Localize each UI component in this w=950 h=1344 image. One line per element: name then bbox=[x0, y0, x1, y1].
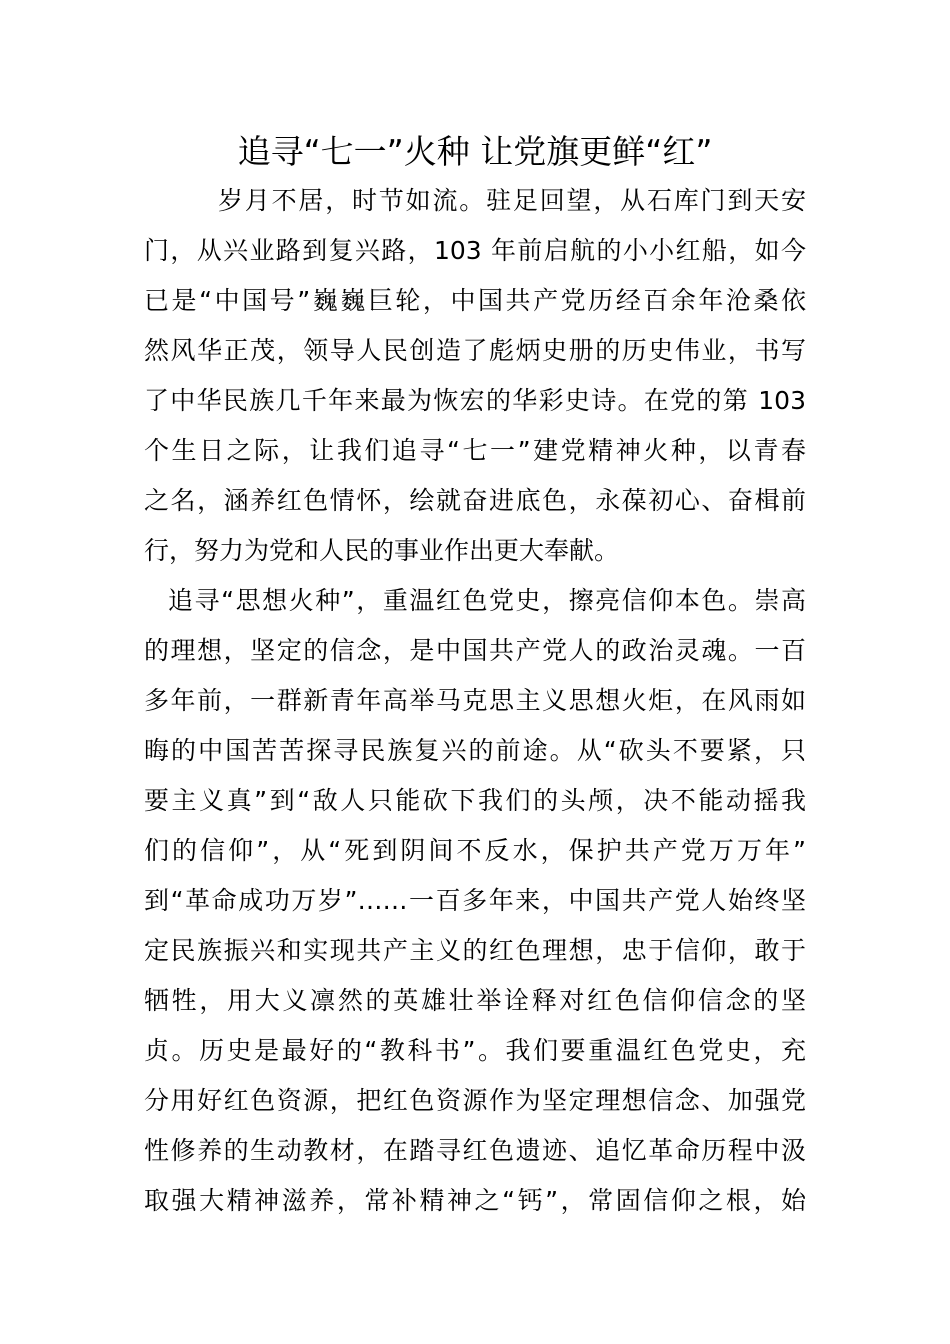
paragraph-line: 定民族振兴和实现共产主义的红色理想，忠于信仰，敢于 bbox=[144, 936, 806, 965]
paragraph-line: 岁月不居，时节如流。驻足回望，从石库门到天安 bbox=[218, 186, 806, 215]
paragraph-line: 们的信仰”，从“死到阴间不反水，保护共产党万万年” bbox=[144, 836, 806, 865]
paragraph-line: 性修养的生动教材，在踏寻红色遗迹、追忆革命历程中汲 bbox=[144, 1136, 806, 1165]
paragraph-line: 了中华民族几千年来最为恢宏的华彩史诗。在党的第 103 bbox=[144, 386, 806, 415]
paragraph-line: 到“革命成功万岁”……一百多年来，中国共产党人始终坚 bbox=[144, 886, 806, 915]
paragraph-line: 行，努力为党和人民的事业作出更大奉献。 bbox=[144, 536, 620, 565]
paragraph-line: 的理想，坚定的信念，是中国共产党人的政治灵魂。一百 bbox=[144, 636, 806, 665]
paragraph-line: 贞。历史是最好的“教科书”。我们要重温红色党史，充 bbox=[144, 1036, 806, 1065]
paragraph-line: 个生日之际，让我们追寻“七一”建党精神火种，以青春 bbox=[144, 436, 806, 465]
paragraph-line: 分用好红色资源，把红色资源作为坚定理想信念、加强党 bbox=[144, 1086, 806, 1115]
paragraph-line: 追寻“思想火种”，重温红色党史，擦亮信仰本色。崇高 bbox=[168, 586, 806, 615]
paragraph-line: 要主义真”到“敌人只能砍下我们的头颅，决不能动摇我 bbox=[144, 786, 806, 815]
paragraph-line: 晦的中国苦苦探寻民族复兴的前途。从“砍头不要紧，只 bbox=[144, 736, 806, 765]
paragraph-line: 已是“中国号”巍巍巨轮，中国共产党历经百余年沧桑依 bbox=[144, 286, 806, 315]
paragraph-line: 牺牲，用大义凛然的英雄壮举诠释对红色信仰信念的坚 bbox=[144, 986, 806, 1015]
document-title: 追寻“七一”火种 让党旗更鲜“红” bbox=[237, 132, 713, 171]
paragraph-line: 之名，涵养红色情怀，绘就奋进底色，永葆初心、奋楫前 bbox=[144, 486, 806, 515]
paragraph-line: 多年前，一群新青年高举马克思主义思想火炬，在风雨如 bbox=[144, 686, 806, 715]
paragraph-line: 取强大精神滋养，常补精神之“钙”，常固信仰之根，始 bbox=[144, 1186, 806, 1215]
paragraph-line: 然风华正茂，领导人民创造了彪炳史册的历史伟业，书写 bbox=[144, 336, 806, 365]
paragraph-line: 门，从兴业路到复兴路，103 年前启航的小小红船，如今 bbox=[144, 236, 806, 265]
